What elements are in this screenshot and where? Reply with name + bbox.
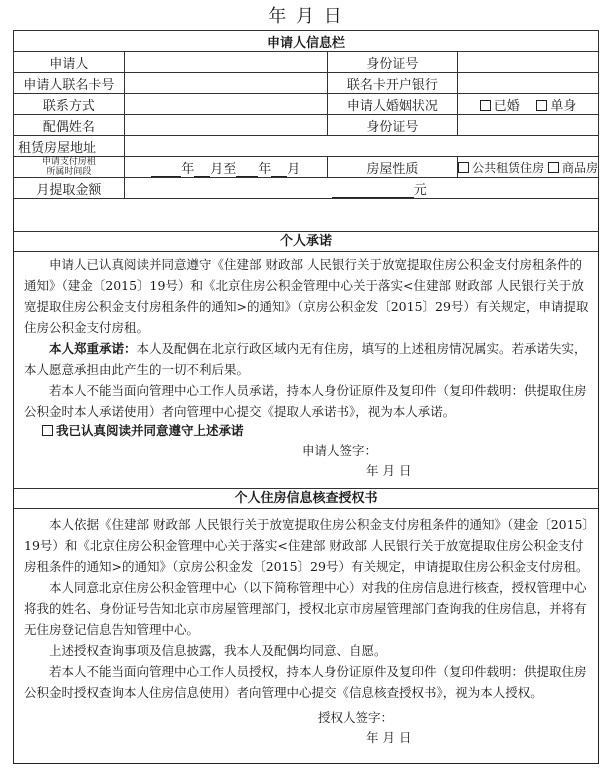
rent-period-label-line1: 申请支付房租 bbox=[41, 157, 96, 167]
checkbox-icon bbox=[458, 162, 469, 173]
start-year-blank[interactable] bbox=[151, 176, 181, 177]
applicant-signature-label: 申请人签字： bbox=[302, 443, 378, 458]
rent-period-label-line2: 所属时间段 bbox=[46, 167, 92, 177]
start-year-unit: 年 bbox=[181, 161, 195, 177]
rent-period-label bbox=[14, 157, 125, 178]
spouse-id-label: 身份证号 bbox=[327, 115, 457, 136]
authorization-para-4: 若本人不能当面向管理中心工作人员授权，持本人身份证原件及复印件（复印件载明：供提取住房公积金时授权查询本人住房信息使用）者向管理中心提交《信息核查授权书》，视为本人授权。 bbox=[24, 664, 587, 700]
yuan-unit: 元 bbox=[413, 182, 427, 198]
commitment-para-2 bbox=[24, 338, 590, 380]
spouse-id-field[interactable] bbox=[458, 115, 599, 136]
checkbox-icon bbox=[536, 100, 547, 111]
commercial-checkbox[interactable] bbox=[548, 161, 598, 175]
agree-label: 我已认真阅读并同意遵守上述承诺 bbox=[56, 423, 244, 438]
agree-checkbox[interactable] bbox=[42, 421, 244, 439]
authorizer-signature-date: 年 月 日 bbox=[366, 730, 412, 745]
house-nature-label: 房屋性质 bbox=[327, 157, 457, 178]
applicant-name-field[interactable] bbox=[124, 52, 327, 73]
joint-card-label: 申请人联名卡号 bbox=[14, 73, 125, 94]
rental-address-field[interactable] bbox=[124, 136, 598, 157]
start-month-blank[interactable] bbox=[194, 176, 210, 177]
commitment-para-2-text: 本人及配偶在北京行政区域内无有住房，填写的上述租房情况属实。若承诺失实，本人愿意承担由此产生的一切不利后果。 bbox=[24, 341, 587, 377]
commitment-para-3: 若本人不能当面向管理中心工作人员承诺，持本人身份证原件及复印件（复印件载明：供提取住房公积金时本人承诺使用）者向管理中心提交《提取人承诺书》，视为本人承诺。 bbox=[24, 383, 587, 419]
applicant-info-table bbox=[13, 30, 599, 199]
joint-bank-label: 联名卡开户银行 bbox=[327, 73, 457, 94]
amount-blank[interactable] bbox=[332, 197, 414, 198]
applicant-signature-date: 年 月 日 bbox=[366, 463, 412, 478]
commitment-title: 个人承诺 bbox=[13, 231, 599, 252]
monthly-amount-label: 月提取金额 bbox=[14, 178, 125, 199]
checkbox-icon bbox=[42, 425, 53, 436]
end-year-unit: 年 bbox=[258, 161, 272, 177]
authorization-para-2: 本人同意北京住房公积金管理中心（以下简称管理中心）对我的住房信息进行核查，授权管理中心将我的姓名、身份证号告知北京市房屋管理部门，授权北京市房屋管理部门查询我的住房信息，并将有无住房登记信息告知管理中心。 bbox=[24, 580, 587, 637]
checkbox-icon bbox=[548, 162, 559, 173]
start-month-unit: 月至 bbox=[210, 161, 237, 177]
joint-bank-field[interactable] bbox=[458, 73, 599, 94]
single-label: 单身 bbox=[550, 98, 577, 114]
commitment-para-1: 申请人已认真阅读并同意遵守《住建部 财政部 人民银行关于放宽提取住房公积金支付房租条件的通知》（建金〔2015〕19号）和《北京住房公积金管理中心关于落实<住建部 财政部 人民银行关于放宽提取住房公积金支付房租条件的通知>的通知》（京房公积金发〔2015〕29号）有关规定，申请提取住房公积金支付房租。 bbox=[24, 257, 589, 335]
authorizer-signature-label: 授权人签字： bbox=[318, 710, 394, 725]
public-rental-checkbox[interactable] bbox=[458, 161, 544, 175]
spouse-name-label: 配偶姓名 bbox=[14, 115, 125, 136]
married-label: 已婚 bbox=[493, 98, 520, 114]
end-month-unit: 月 bbox=[287, 161, 301, 177]
rental-address-label: 租赁房屋地址 bbox=[14, 136, 125, 157]
solemn-promise-label: 本人郑重承诺： bbox=[49, 341, 137, 356]
marital-status-options bbox=[458, 94, 599, 115]
marital-status-label: 申请人婚姻状况 bbox=[327, 94, 457, 115]
commitment-body bbox=[24, 254, 590, 422]
authorization-para-3: 上述授权查询事项及信息披露，我本人及配偶均同意、自愿。 bbox=[49, 643, 387, 658]
form-date-header: 年 月 日 bbox=[268, 6, 344, 27]
public-rental-label: 公共租赁住房 bbox=[472, 160, 545, 175]
single-checkbox[interactable] bbox=[536, 99, 576, 114]
authorization-body bbox=[24, 514, 590, 703]
authorization-title: 个人住房信息核查授权书 bbox=[13, 488, 599, 509]
id-number-label: 身份证号 bbox=[327, 52, 457, 73]
contact-field[interactable] bbox=[124, 94, 327, 115]
id-number-field[interactable] bbox=[458, 52, 599, 73]
house-nature-options bbox=[458, 157, 599, 178]
applicant-section-title: 申请人信息栏 bbox=[14, 31, 599, 52]
authorization-para-1: 本人依据《住建部 财政部 人民银行关于放宽提取住房公积金支付房租条件的通知》（建金〔2015〕19号）和《北京住房公积金管理中心关于落实<住建部 财政部 人民银行关于放宽提取住房公积金支付房租条件的通知>的通知》（京房公积金发〔2015〕29号）有关规定，申请提取住房公积金支付房租。 bbox=[24, 517, 589, 574]
married-checkbox[interactable] bbox=[480, 99, 520, 114]
joint-card-field[interactable] bbox=[124, 73, 327, 94]
spouse-name-field[interactable] bbox=[124, 115, 327, 136]
commercial-label: 商品房 bbox=[561, 160, 598, 175]
contact-label: 联系方式 bbox=[14, 94, 125, 115]
checkbox-icon bbox=[480, 100, 491, 111]
end-month-blank[interactable] bbox=[271, 176, 287, 177]
monthly-amount-field[interactable] bbox=[124, 178, 598, 199]
applicant-label: 申请人 bbox=[14, 52, 125, 73]
rent-period-field[interactable] bbox=[124, 157, 327, 178]
end-year-blank[interactable] bbox=[236, 176, 258, 177]
